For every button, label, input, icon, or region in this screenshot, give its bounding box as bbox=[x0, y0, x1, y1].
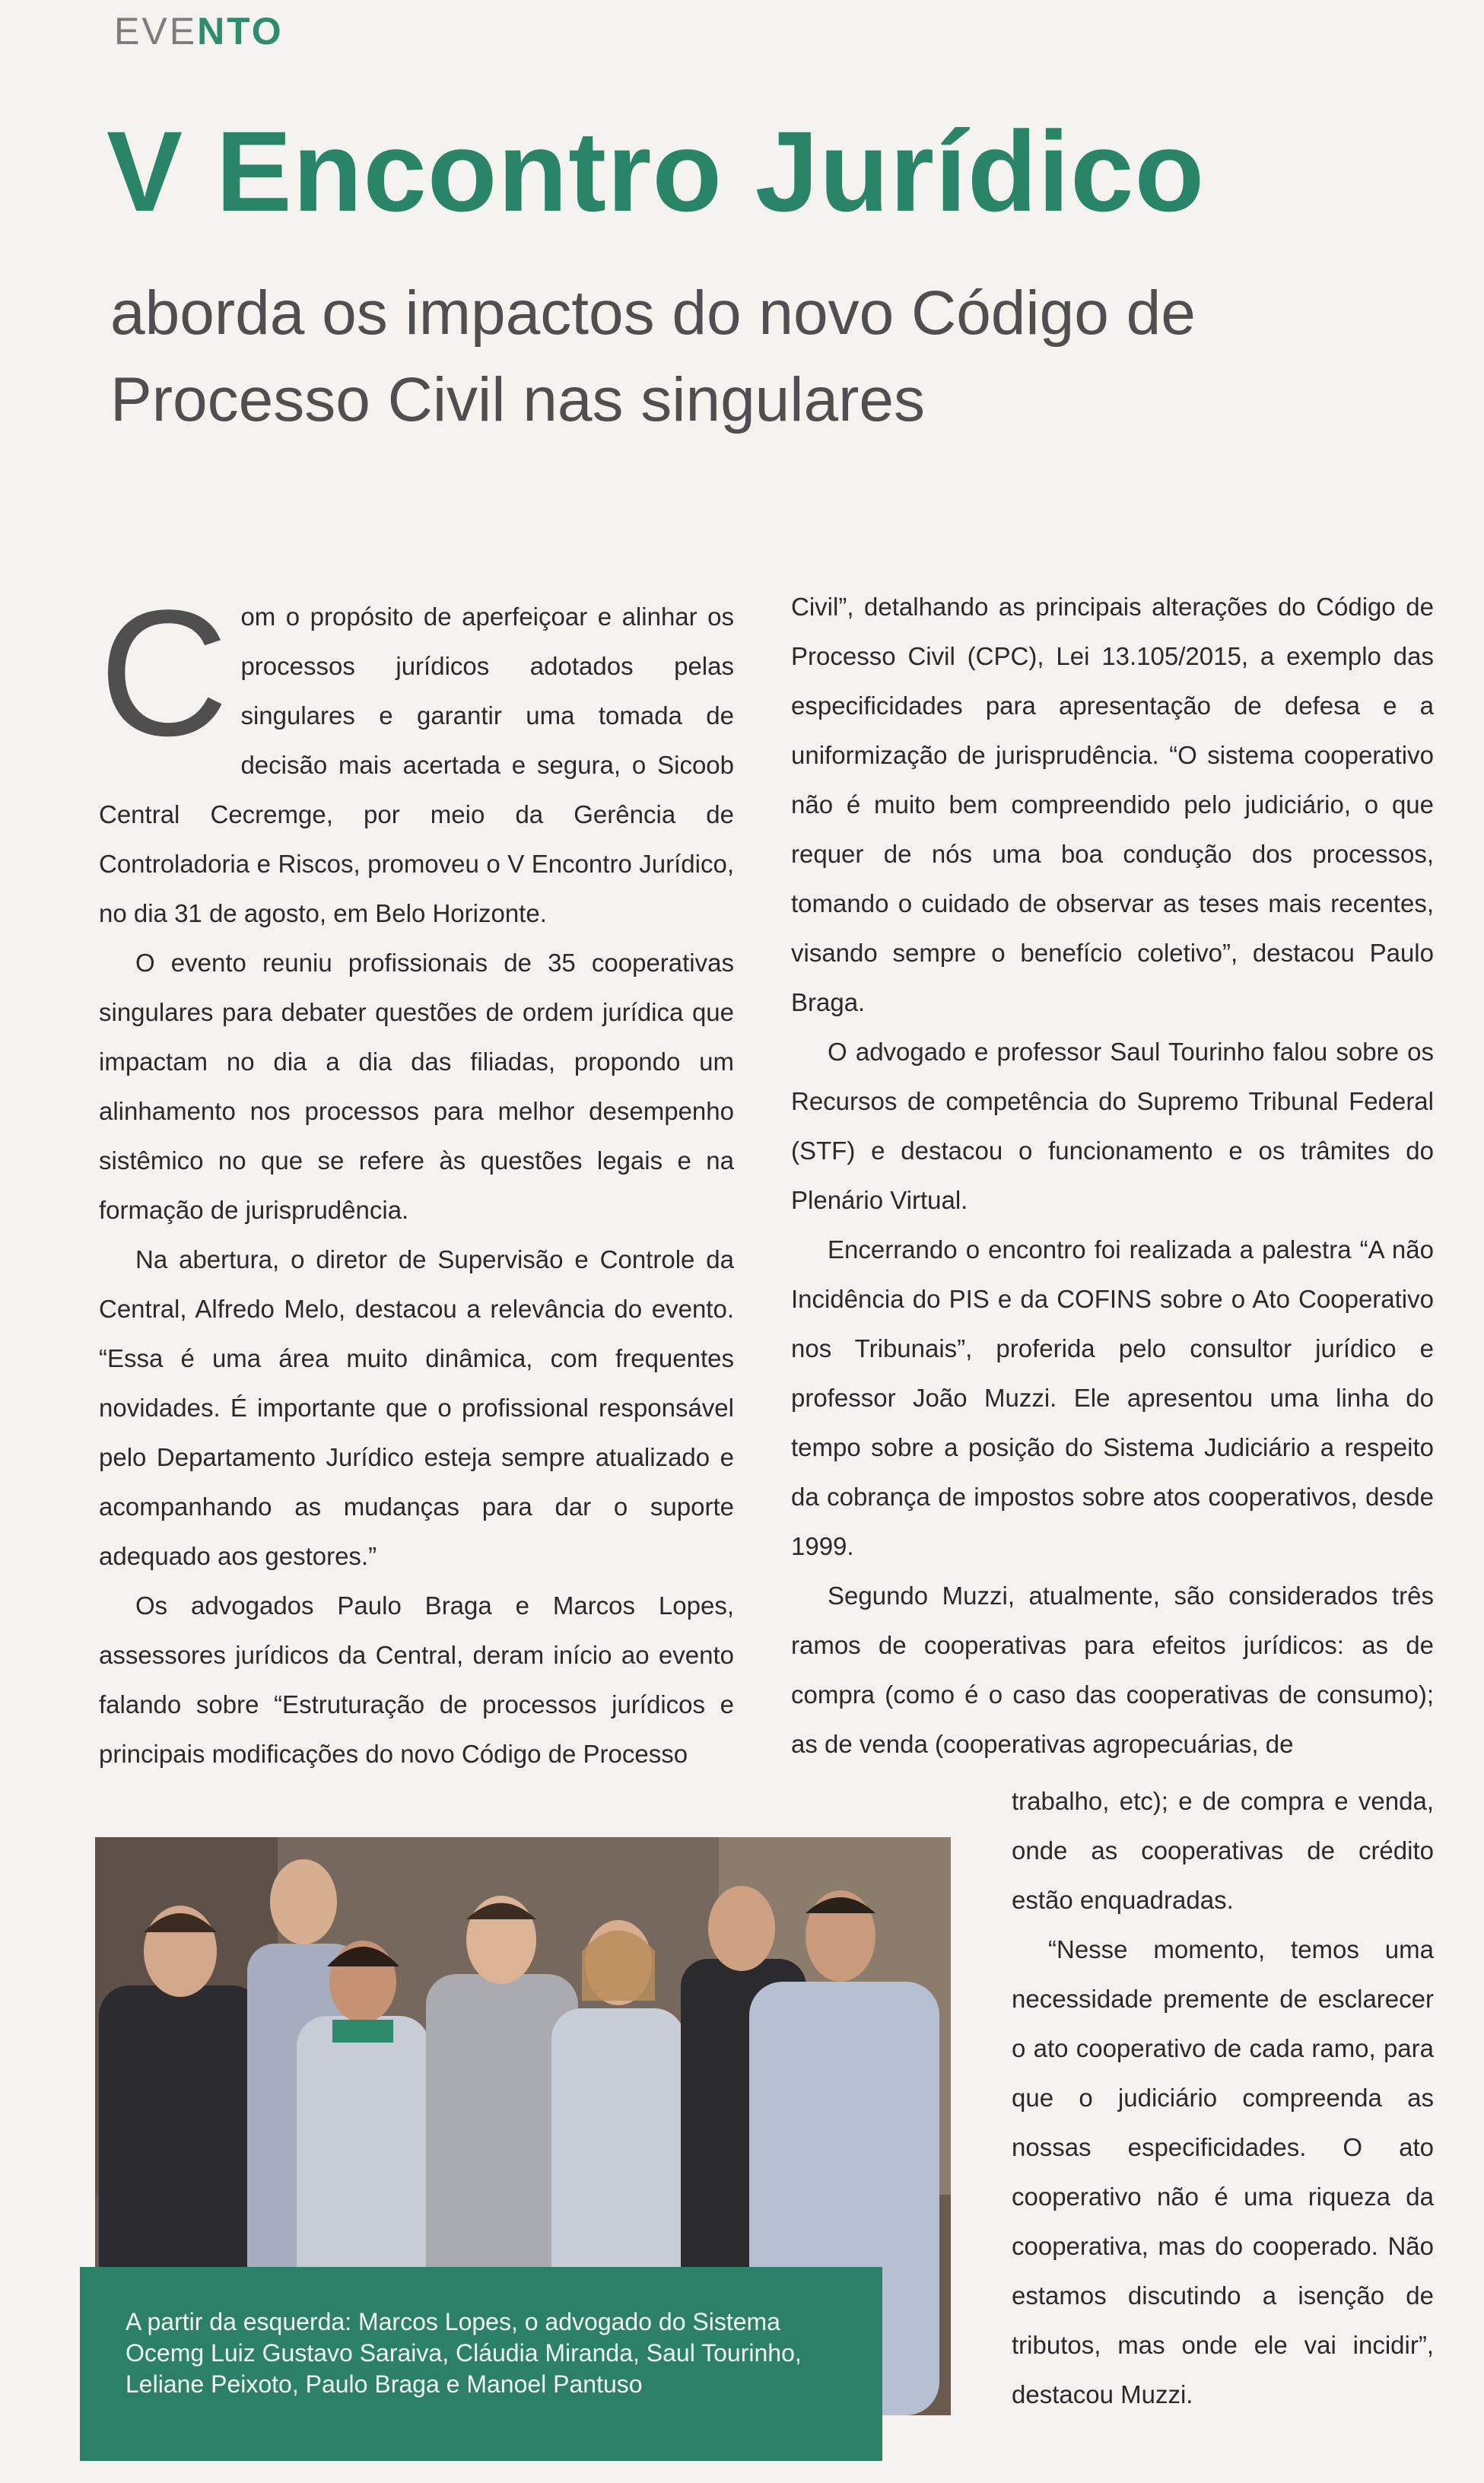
section-label bbox=[114, 9, 284, 53]
paragraph: O advogado e professor Saul Tourinho falou sobre os Recursos de competência do Supremo Tribunal Federal (STF) e destacou o funcionamento e os trâmites do Plenário Virtual. bbox=[791, 1038, 1434, 1214]
section-label-suffix: NTO bbox=[197, 10, 284, 52]
photo-caption: A partir da esquerda: Marcos Lopes, o advogado do Sistema Ocemg Luiz Gustavo Saraiva, Cláudia Miranda, Saul Tourinho, Leliane Peixoto, Paulo Braga e Manoel Pantuso bbox=[80, 2267, 882, 2461]
drop-cap: C bbox=[99, 573, 229, 774]
section-label-prefix: EVE bbox=[114, 10, 198, 52]
paragraph bbox=[99, 573, 734, 938]
paragraph: Civil”, detalhando as principais alterações do Código de Processo Civil (CPC), Lei 13.105/2015, a exemplo das especificidades para apresentação de defesa e a uniformização de jurisprudência. “O sistema cooperativo não é muito bem compreendido pelo judiciário, o que requer de nós uma boa condução dos processos, tomando o cuidado de observar as teses mais recentes, visando sempre o benefício coletivo”, destacou Paulo Braga. bbox=[791, 593, 1434, 1016]
paragraph: Encerrando o encontro foi realizada a palestra “A não Incidência do PIS e da COFINS sobre o Ato Cooperativo nos Tribunais”, proferida pelo consultor jurídico e professor João Muzzi. Ele apresentou uma linha do tempo sobre a posição do Sistema Judiciário a respeito da cobrança de impostos sobre atos cooperativos, desde 1999. bbox=[791, 1235, 1434, 1560]
paragraph: Na abertura, o diretor de Supervisão e Controle da Central, Alfredo Melo, destacou a relevância do evento. “Essa é uma área muito dinâmica, com frequentes novidades. É importante que o profissional responsável pelo Departamento Jurídico esteja sempre atualizado e acompanhando as mudanças para dar o suporte adequado aos gestores.” bbox=[99, 1245, 734, 1570]
paragraph-text: om o propósito de aperfeiçoar e alinhar os processos jurídicos adotados pelas singulares e garantir uma tomada de decisão mais acertada e segura, o Sicoob Central Cecremge, por meio da Gerência de Controladoria e Riscos, promoveu o V Encontro Jurídico, no dia 31 de agosto, em Belo Horizonte. bbox=[99, 602, 734, 927]
paragraph: “Nesse momento, temos uma necessidade premente de esclarecer o ato cooperativo de cada ramo, para que o judiciário compreenda as nossas especificidades. O ato cooperativo não é uma riqueza da cooperativa, mas do cooperado. Não estamos discutindo a isenção de tributos, mas onde ele vai incidir”, destacou Muzzi. bbox=[1012, 1935, 1434, 2408]
paragraph: trabalho, etc); e de compra e venda, onde as cooperativas de crédito estão enquadradas. bbox=[1012, 1787, 1434, 1914]
left-column bbox=[99, 573, 734, 1779]
narrow-column bbox=[1012, 1776, 1434, 2419]
right-column bbox=[791, 582, 1434, 1769]
paragraph: O evento reuniu profissionais de 35 cooperativas singulares para debater questões de ordem jurídica que impactam no dia a dia das filiadas, propondo um alinhamento nos processos para melhor desempenho sistêmico no que se refere às questões legais e na formação de jurisprudência. bbox=[99, 949, 734, 1224]
article-title: V Encontro Jurídico bbox=[106, 107, 1206, 235]
paragraph: Segundo Muzzi, atualmente, são considerados três ramos de cooperativas para efeitos jurídicos: as de compra (como é o caso das cooperativas de consumo); as de venda (cooperativas agropecuárias, de bbox=[791, 1582, 1434, 1758]
paragraph: Os advogados Paulo Braga e Marcos Lopes, assessores jurídicos da Central, deram início ao evento falando sobre “Estruturação de processos jurídicos e principais modificações do novo Código de Processo bbox=[99, 1591, 734, 1768]
article-subtitle: aborda os impactos do novo Código de Processo Civil nas singulares bbox=[110, 278, 1196, 434]
